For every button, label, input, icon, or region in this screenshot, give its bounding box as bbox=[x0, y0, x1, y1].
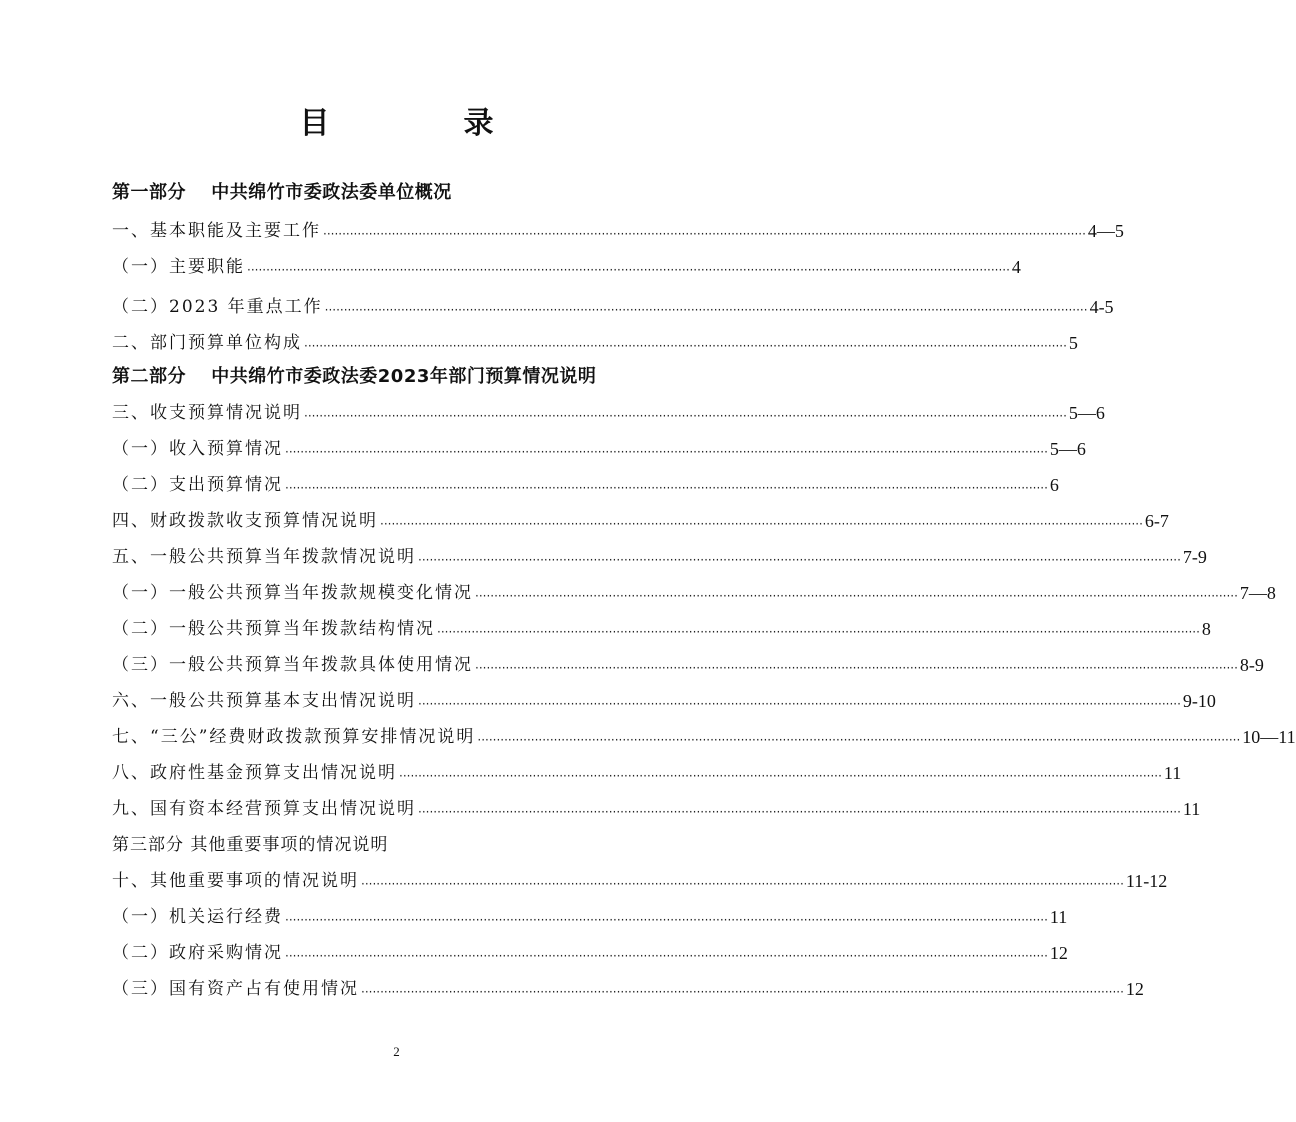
toc-label: 九、国有资本经营预算支出情况说明 bbox=[112, 799, 416, 819]
toc-entry bbox=[112, 902, 1068, 932]
leader-dots: ········································································································································································································ bbox=[399, 769, 1162, 783]
toc-label: 五、一般公共预算当年拨款情况说明 bbox=[112, 547, 416, 567]
leader-dots: ········································································································································································································ bbox=[418, 553, 1181, 567]
toc-entry bbox=[112, 578, 1276, 608]
leader-dots: ········································································································································································································ bbox=[304, 339, 1067, 353]
toc-page: 11 bbox=[1049, 907, 1068, 927]
leader-dots: ········································································································································································································ bbox=[475, 589, 1238, 603]
toc-label: 第三部分 其他重要事项的情况说明 bbox=[112, 835, 389, 855]
toc-label: （三）国有资产占有使用情况 bbox=[112, 979, 359, 999]
toc-page: 6-7 bbox=[1144, 511, 1169, 531]
toc-page: 8 bbox=[1201, 619, 1211, 639]
toc-label: （二）支出预算情况 bbox=[112, 475, 283, 495]
toc-entry bbox=[112, 506, 1169, 536]
leader-dots: ········································································································································································································ bbox=[323, 227, 1086, 241]
leader-dots: ········································································································································································································ bbox=[247, 263, 1010, 277]
leader-dots: ········································································································································································································ bbox=[285, 913, 1048, 927]
toc-page: 11 bbox=[1163, 763, 1182, 783]
toc-part-2-heading bbox=[112, 362, 698, 392]
toc-entry bbox=[112, 328, 1078, 358]
toc-label: 第二部分 中共绵竹市委政法委2023年部门预算情况说明 bbox=[112, 366, 597, 387]
leader-dots: ········································································································································································································ bbox=[477, 733, 1241, 747]
leader-dots: ········································································································································································································ bbox=[324, 303, 1088, 317]
toc-page: 12 bbox=[1125, 979, 1144, 999]
toc-entry bbox=[112, 974, 1144, 1004]
leader-dots: ········································································································································································································ bbox=[361, 877, 1124, 891]
toc-page: 12 bbox=[1049, 943, 1068, 963]
toc-page: 5 bbox=[1068, 333, 1078, 353]
leader-dots: ········································································································································································································ bbox=[285, 481, 1048, 495]
page-number: 2 bbox=[393, 1044, 400, 1059]
toc-label: 三、收支预算情况说明 bbox=[112, 403, 302, 423]
toc-label: 四、财政拨款收支预算情况说明 bbox=[112, 511, 378, 531]
leader-dots: ········································································································································································································ bbox=[418, 805, 1181, 819]
toc-entry bbox=[112, 794, 1201, 824]
leader-dots: ········································································································································································································ bbox=[361, 985, 1124, 999]
toc-label: （一）收入预算情况 bbox=[112, 439, 283, 459]
toc-page: 7-9 bbox=[1182, 547, 1207, 567]
leader-dots: ········································································································································································································ bbox=[285, 445, 1048, 459]
toc-entry bbox=[112, 866, 1168, 896]
toc-page: 5—6 bbox=[1049, 439, 1086, 459]
toc-page: 4 bbox=[1011, 257, 1021, 277]
toc-label: 八、政府性基金预算支出情况说明 bbox=[112, 763, 397, 783]
toc-label: 十、其他重要事项的情况说明 bbox=[112, 871, 359, 891]
toc-entry bbox=[112, 470, 1059, 500]
toc-entry bbox=[112, 722, 1296, 752]
leader-dots: ········································································································································································································ bbox=[418, 697, 1181, 711]
toc-entry bbox=[112, 650, 1264, 680]
toc-label: 二、部门预算单位构成 bbox=[112, 333, 302, 353]
toc-page: 9-10 bbox=[1182, 691, 1216, 711]
toc-page: 11-12 bbox=[1125, 871, 1168, 891]
toc-label: 六、一般公共预算基本支出情况说明 bbox=[112, 691, 416, 711]
toc-page: 5—6 bbox=[1068, 403, 1105, 423]
toc-part-1-heading bbox=[112, 178, 698, 208]
toc-part-3-heading bbox=[112, 830, 698, 860]
leader-dots: ········································································································································································································ bbox=[437, 625, 1200, 639]
toc-label: 七、“三公”经费财政拨款预算安排情况说明 bbox=[112, 727, 476, 747]
toc-entry bbox=[112, 398, 1105, 428]
toc-entry bbox=[112, 686, 1216, 716]
toc-label: 一、基本职能及主要工作 bbox=[112, 221, 321, 241]
leader-dots: ········································································································································································································ bbox=[475, 661, 1238, 675]
toc-page: 11 bbox=[1182, 799, 1201, 819]
toc-label: （二）政府采购情况 bbox=[112, 943, 283, 963]
toc-entry bbox=[112, 938, 1068, 968]
toc-entry bbox=[112, 614, 1211, 644]
toc-label: （一）主要职能 bbox=[112, 257, 245, 277]
toc-label: （一）一般公共预算当年拨款规模变化情况 bbox=[112, 583, 473, 603]
toc-entry bbox=[112, 292, 1114, 322]
toc-page: 8-9 bbox=[1239, 655, 1264, 675]
toc-label: （二）一般公共预算当年拨款结构情况 bbox=[112, 619, 435, 639]
toc-entry bbox=[112, 252, 1021, 282]
toc-label: （二）2023 年重点工作 bbox=[112, 297, 323, 317]
leader-dots: ········································································································································································································ bbox=[304, 409, 1067, 423]
toc-page: 4—5 bbox=[1087, 221, 1124, 241]
toc-page: 7—8 bbox=[1239, 583, 1276, 603]
toc-page: 10—11 bbox=[1242, 727, 1296, 747]
leader-dots: ········································································································································································································ bbox=[380, 517, 1143, 531]
toc-entry bbox=[112, 542, 1207, 572]
page-title: 目 录 bbox=[299, 106, 546, 141]
toc-page: 6 bbox=[1049, 475, 1059, 495]
toc-entry bbox=[112, 758, 1182, 788]
toc-label: （三）一般公共预算当年拨款具体使用情况 bbox=[112, 655, 473, 675]
toc-entry bbox=[112, 216, 1124, 246]
toc-label: 第一部分 中共绵竹市委政法委单位概况 bbox=[112, 182, 452, 203]
toc-entry bbox=[112, 434, 1086, 464]
leader-dots: ········································································································································································································ bbox=[285, 949, 1048, 963]
toc-page: 4-5 bbox=[1089, 297, 1114, 317]
toc-label: （一）机关运行经费 bbox=[112, 907, 283, 927]
